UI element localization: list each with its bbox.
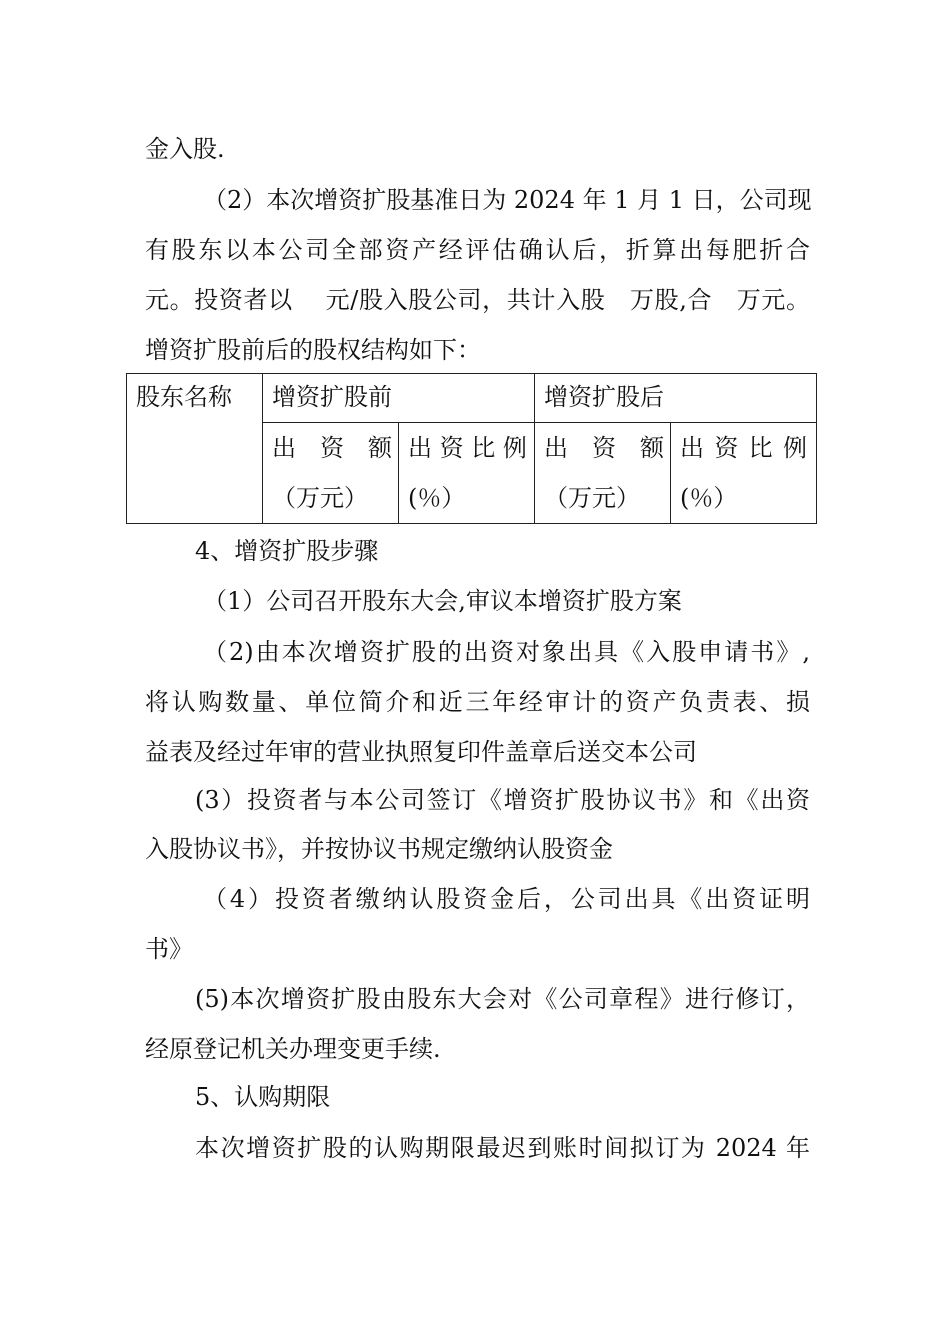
before-amount-header: 出 资 额 （万元） [263, 423, 399, 524]
paragraph-line: 有股东以本公司全部资产经评估确认后，折算出每肥折合 [145, 236, 810, 264]
after-amount-header: 出 资 额 （万元） [535, 423, 671, 524]
paragraph-line: 入股协议书》，并按协议书规定缴纳认股资金 [145, 835, 613, 863]
paragraph-line: （2）本次增资扩股基准日为 2024 年 1 月 1 日，公司现 [203, 186, 812, 214]
paragraph-line: (5)本次增资扩股由股东大会对《公司章程》进行修订， [195, 985, 810, 1013]
header-before: 增资扩股前 [263, 374, 535, 423]
equity-structure-table [126, 373, 817, 524]
paragraph-line: （4）投资者缴纳认股资金后，公司出具《出资证明 [203, 885, 810, 913]
paragraph-line: 本次增资扩股的认购期限最迟到账时间拟订为 2024 年 [195, 1134, 810, 1162]
paragraph-line: （1）公司召开股东大会,审议本增资扩股方案 [203, 587, 682, 615]
before-ratio-header: 出 资 比 例 (％） [399, 423, 535, 524]
section-heading: 4、增资扩股步骤 [195, 537, 379, 565]
after-ratio-header: 出 资 比 例 (％） [671, 423, 817, 524]
paragraph-line: 增资扩股前后的股权结构如下： [145, 336, 481, 364]
paragraph-line: 金入股. [145, 135, 225, 163]
paragraph-line: 经原登记机关办理变更手续. [145, 1035, 441, 1063]
paragraph-line: 将认购数量、单位简介和近三年经审计的资产负责表、损 [145, 688, 810, 716]
paragraph-line: （2)由本次增资扩股的出资对象出具《入股申请书》, [203, 638, 810, 666]
header-shareholder-name: 股东名称 [127, 374, 263, 524]
paragraph-line: 元。投资者以 元/股入股公司，共计入股 万股,合 万元。 [145, 286, 810, 314]
section-heading: 5、认购期限 [195, 1083, 331, 1111]
paragraph-line: 书》 [145, 935, 193, 963]
paragraph-line: (3）投资者与本公司签订《增资扩股协议书》和《出资 [195, 786, 810, 814]
header-after: 增资扩股后 [535, 374, 817, 423]
paragraph-line: 益表及经过年审的营业执照复印件盖章后送交本公司 [145, 738, 697, 766]
